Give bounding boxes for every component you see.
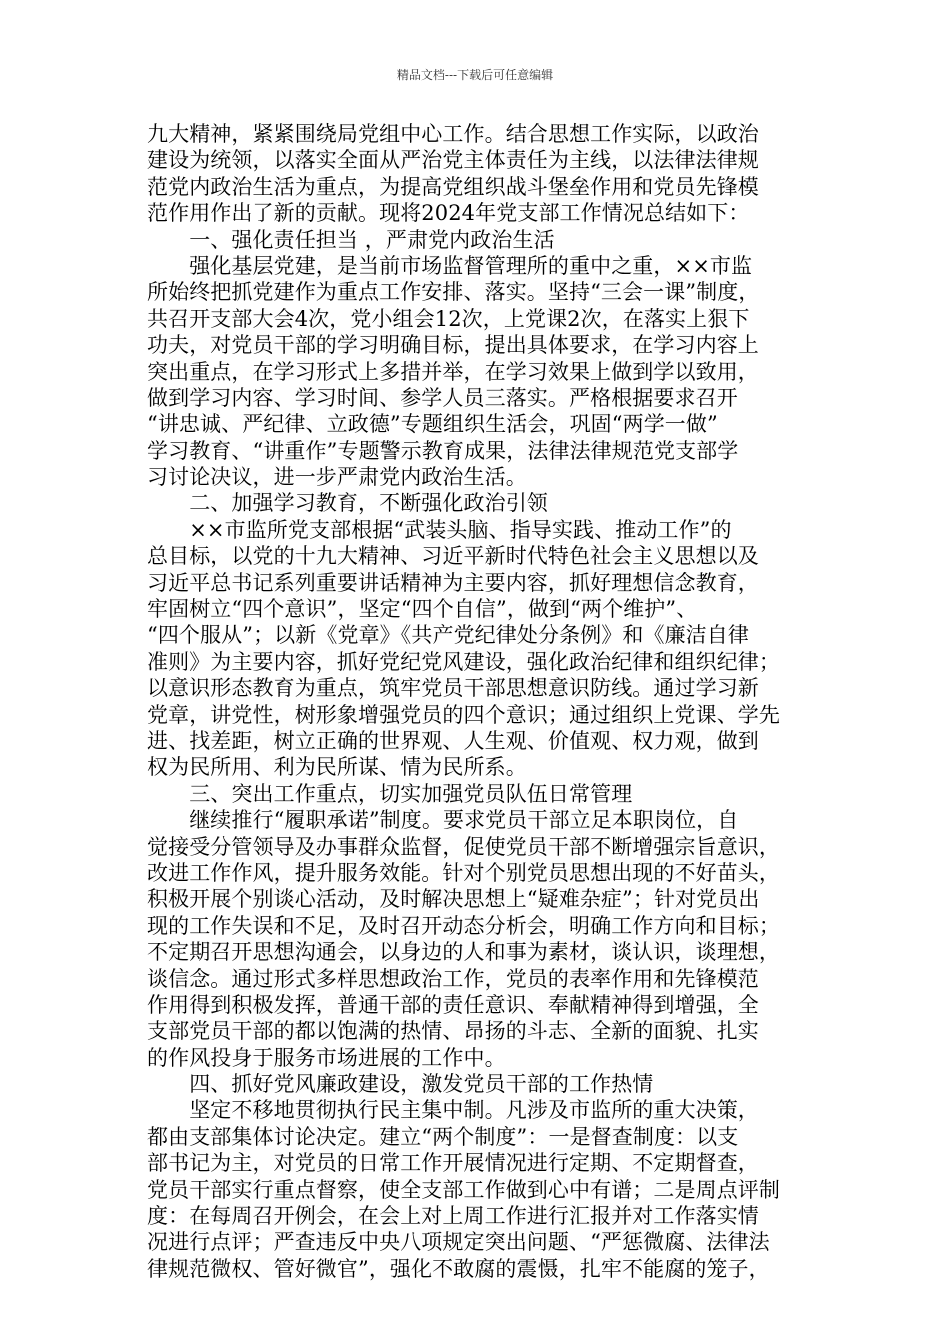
text-line: 共召开支部大会4次，党小组会12次，上党课2次，在落实上狠下 (147, 306, 750, 331)
text-line: 党员干部实行重点督察，使全支部工作做到心中有谱；二是周点评制 (147, 1177, 780, 1202)
text-line: 范党内政治生活为重点，为提高党组织战斗堡垒作用和党员先锋模 (147, 174, 759, 199)
text-line: 觉接受分管领导及办事群众监督，促使党员干部不断增强宗旨意识， (147, 834, 780, 859)
section-heading: 一、强化责任担当 ，严肃党内政治生活 (147, 227, 555, 252)
text-line: 现的工作失误和不足，及时召开动态分析会，明确工作方向和目标； (147, 913, 780, 938)
text-line: 总目标，以党的十九大精神、习近平新时代特色社会主义思想以及 (147, 544, 759, 569)
text-line: “讲忠诚、严纪律、立政德”专题组织生活会，巩固“两学一做” (147, 412, 718, 437)
text-line: 功夫，对党员干部的学习明确目标，提出具体要求，在学习内容上 (147, 333, 759, 358)
text-line: 况进行点评；严查违反中央八项规定突出问题、“严惩微腐、法律法 (147, 1230, 770, 1255)
text-line: 突出重点，在学习形式上多措并举，在学习效果上做到学以致用， (147, 359, 759, 384)
text-line: 范作用作出了新的贡献。现将2024年党支部工作情况总结如下： (147, 201, 750, 226)
text-line: 牢固树立“四个意识”，坚定“四个自信”，做到“两个维护”、 (147, 597, 698, 622)
text-line: 支部党员干部的都以饱满的热情、昂扬的斗志、全新的面貌、扎实 (147, 1019, 759, 1044)
text-line: 做到学习内容、学习时间、参学人员三落实。严格根据要求召开 (147, 385, 738, 410)
text-line: 不定期召开思想沟通会，以身边的人和事为素材，谈认识，谈理想， (147, 940, 780, 965)
document-body (147, 121, 807, 1282)
text-line: 九大精神，紧紧围绕局党组中心工作。结合思想工作实际，以政治 (147, 122, 759, 146)
text-line: 学习教育、“讲重作”专题警示教育成果，法律法律规范党支部学 (147, 438, 739, 463)
text-line: 谈信念。通过形式多样思想政治工作，党员的表率作用和先锋模范 (147, 966, 759, 991)
text-line: 都由支部集体讨论决定。建立“两个制度”：一是督查制度：以支 (147, 1124, 739, 1149)
text-line: 坚定不移地贯彻执行民主集中制。凡涉及市监所的重大决策， (147, 1098, 759, 1123)
text-line: ××市监所党支部根据“武装头脑、指导实践、推动工作”的 (147, 517, 732, 542)
page-header: 精品文档---下载后可任意编辑 (396, 68, 554, 82)
section-heading: 二、加强学习教育，不断强化政治引领 (147, 491, 548, 516)
text-line: 习近平总书记系列重要讲话精神为主要内容，抓好理想信念教育， (147, 570, 759, 595)
text-line: 度：在每周召开例会，在会上对上周工作进行汇报并对工作落实情 (147, 1204, 759, 1229)
text-line: 所始终把抓党建作为重点工作安排、落实。坚持“三会一课”制度， (147, 280, 760, 305)
text-line: 部书记为主，对党员的日常工作开展情况进行定期、不定期督查， (147, 1151, 759, 1176)
text-line: 习讨论决议，进一步严肃党内政治生活。 (147, 465, 527, 490)
text-line: 积极开展个别谈心活动，及时解决思想上“疑难杂症”；针对党员出 (147, 887, 760, 912)
text-line: 作用得到积极发挥，普通干部的责任意识、奉献精神得到增强，全 (147, 992, 759, 1017)
text-line: 律规范微权、管好微官”，强化不敢腐的震慑，扎牢不能腐的笼子， (147, 1256, 770, 1281)
text-line: “四个服从”；以新《党章》《共产党纪律处分条例》和《廉洁自律 (147, 623, 749, 648)
text-line: 进、找差距，树立正确的世界观、人生观、价值观、权力观，做到 (147, 728, 759, 753)
text-line: 准则》为主要内容，抓好党纪党风建设，强化政治纪律和组织纪律； (147, 649, 780, 674)
text-line: 继续推行“履职承诺”制度。要求党员干部立足本职岗位，自 (147, 808, 739, 833)
text-line: 建设为统领，以落实全面从严治党主体责任为主线，以法律法律规 (147, 148, 759, 173)
text-line: 权为民所用、利为民所谋、情为民所系。 (147, 755, 527, 780)
text-line: 以意识形态教育为重点，筑牢党员干部思想意识防线。通过学习新 (147, 676, 759, 701)
text-line: 改进工作作风，提升服务效能。针对个别党员思想出现的不好苗头， (147, 860, 780, 885)
text-line: 的作风投身于服务市场进展的工作中。 (147, 1045, 506, 1070)
text-line: 强化基层党建，是当前市场监督管理所的重中之重，××市监 (147, 253, 753, 278)
section-heading: 三、突出工作重点，切实加强党员队伍日常管理 (147, 781, 633, 806)
section-heading: 四、抓好党风廉政建设，激发党员干部的工作热情 (147, 1072, 654, 1097)
text-line: 党章，讲党性，树形象增强党员的四个意识；通过组织上党课、学先 (147, 702, 780, 727)
